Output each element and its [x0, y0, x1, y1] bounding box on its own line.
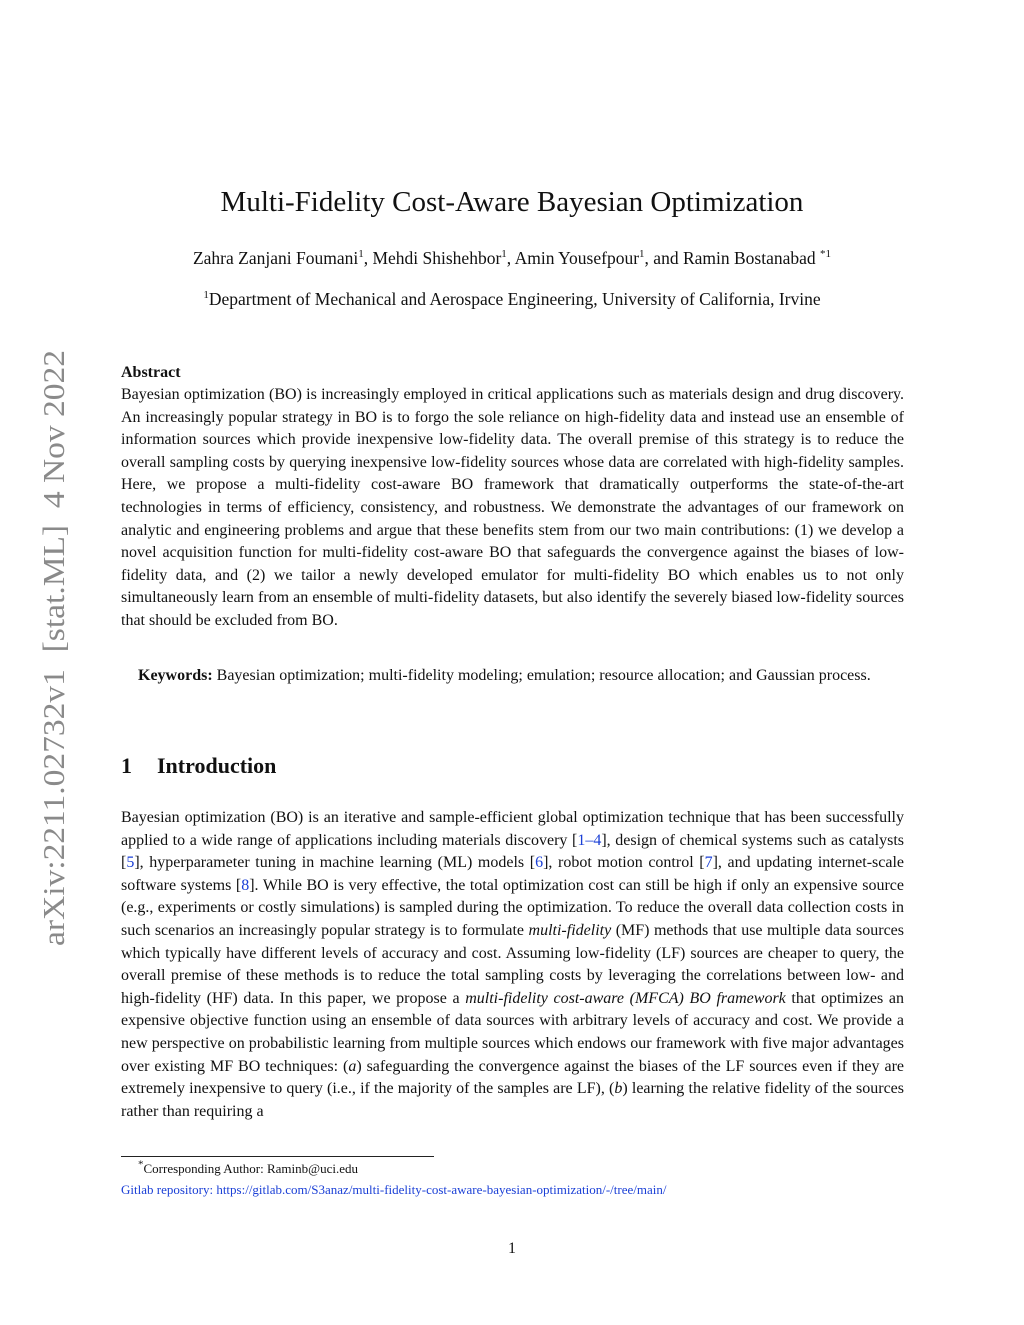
affiliation-mark: 1: [358, 248, 364, 261]
intro-text: ) learning the relative fidelity of the sources rather than requiring a: [121, 1080, 905, 1120]
citation-link[interactable]: 5: [126, 854, 135, 872]
repository-link[interactable]: Gitlab repository: https://gitlab.com/S3anaz/multi-fidelity-cost-aware-bayesian-optimization/-/tree/main/: [121, 1182, 667, 1197]
emphasis-term: multi-fidelity cost-aware (MFCA) BO framework: [465, 989, 786, 1007]
citation-link[interactable]: 6: [535, 854, 544, 872]
section-heading: [121, 752, 276, 780]
author-name: Mehdi Shishehbor: [372, 248, 502, 268]
paper-title: Multi-Fidelity Cost-Aware Bayesian Optimization: [220, 186, 804, 218]
affiliation: [0, 287, 1024, 311]
intro-text: ], robot motion control [: [543, 854, 705, 872]
introduction-paragraph: [121, 807, 904, 1123]
affiliation-mark: 1: [639, 248, 645, 261]
citation-link[interactable]: 7: [704, 854, 713, 872]
intro-text: ], and updating internet-scale software systems [: [121, 854, 904, 894]
footnote-corresponding: [121, 1160, 358, 1178]
section-number: 1: [121, 753, 132, 778]
arxiv-id-text: arXiv:2211.02732v1 [stat.ML] 4 Nov 2022: [36, 394, 71, 946]
intro-text: ) safeguarding the convergence against the biases of the LF sources even if they are extremely inexpensive to query (i.e., if the majority of the samples are LF), (: [121, 1057, 905, 1098]
keywords-text: Bayesian optimization; multi-fidelity modeling; emulation; resource allocation; and Gaussian process.: [212, 667, 871, 684]
footnote-text: Corresponding Author: Raminb@uci.edu: [143, 1161, 359, 1176]
author-name: Amin Yousefpour: [514, 248, 640, 268]
abstract-heading: Abstract: [121, 364, 181, 381]
author-list: [0, 246, 1024, 270]
section-title: Introduction: [157, 753, 277, 778]
affiliation-mark: 1: [501, 248, 507, 261]
intro-text: ], hyperparameter tuning in machine learning (ML) models [: [134, 854, 536, 872]
author-separator: ,: [363, 248, 373, 268]
author-name: Ramin Bostanabad: [682, 248, 816, 268]
citation-link[interactable]: 1: [577, 831, 586, 849]
citation-dash: –: [585, 831, 594, 849]
citation-link[interactable]: 8: [241, 876, 250, 894]
page-number: 1: [508, 1240, 516, 1257]
author-separator: ,: [506, 248, 515, 268]
intro-text: (MF) methods that use multiple data sources which typically have different levels of accuracy and cost. Assuming low-fidelity (LF) sources are cheaper to query, the overall premise of these methods is to reduce the total sampling costs by leveraging the correlations between low- and high-fidelity (HF) data. In this paper, we propose a: [121, 921, 904, 1007]
intro-text: Bayesian optimization (BO) is an iterative and sample-efficient global optimization technique that has been successfully applied to a wide range of applications including materials discovery [: [121, 809, 904, 849]
arxiv-side-stamp: [20, 348, 76, 946]
footnote-mark: *: [138, 1158, 144, 1171]
intro-text: that optimizes an expensive objective function using an ensemble of data sources with arbitrary levels of accuracy and cost. We provide a new perspective on probabilistic learning from multiple sources which endows our framework with five major advantages over existing MF BO techniques: (: [121, 989, 904, 1075]
math-label: b: [614, 1080, 623, 1098]
emphasis-term: multi-fidelity: [528, 921, 612, 939]
affiliation-text: Department of Mechanical and Aerospace Engineering, University of California, Irvine: [208, 289, 821, 309]
math-label: a: [348, 1057, 357, 1075]
intro-text: ], design of chemical systems such as catalysts [: [121, 831, 905, 872]
footnote-rule: [121, 1156, 434, 1157]
affiliation-mark: *1: [820, 248, 832, 261]
citation-link[interactable]: 4: [593, 831, 602, 849]
affiliation-mark: 1: [203, 289, 209, 302]
intro-text: ]. While BO is very effective, the total optimization cost can still be high if only an expensive source (e.g., experiments or costly simulations) is sampled during the optimization. To reduce the overall data collection costs in such scenarios an increasingly popular strategy is to formulate: [121, 876, 904, 939]
keywords-label: Keywords:: [138, 667, 213, 684]
author-separator: , and: [644, 248, 683, 268]
author-name: Zahra Zanjani Foumani: [192, 248, 359, 268]
abstract-body: Bayesian optimization (BO) is increasingly employed in critical applications such as materials design and drug discovery. An increasingly popular strategy in BO is to forgo the sole reliance on high-fidelity data and instead use an ensemble of information sources which provide inexpensive low-fidelity data. The overall premise of this strategy is to reduce the overall sampling costs by querying inexpensive low-fidelity sources whose data are correlated with high-fidelity samples. Here, we propose a multi-fidelity cost-aware BO framework that dramatically outperforms the state-of-the-art technologies in terms of efficiency, consistency, and robustness. We demonstrate the advantages of our framework on analytic and engineering problems and argue that these benefits stem from our two main contributions: (1) we develop a novel acquisition function for multi-fidelity cost-aware BO that safeguards the convergence against the biases of low-fidelity data, and (2) we tailor a newly developed emulator for multi-fidelity BO which enables us to not only simultaneously learn from an ensemble of multi-fidelity datasets, but also identify the severely biased low-fidelity sources that should be excluded from BO.: [121, 386, 904, 629]
keywords-paragraph: [121, 665, 904, 688]
